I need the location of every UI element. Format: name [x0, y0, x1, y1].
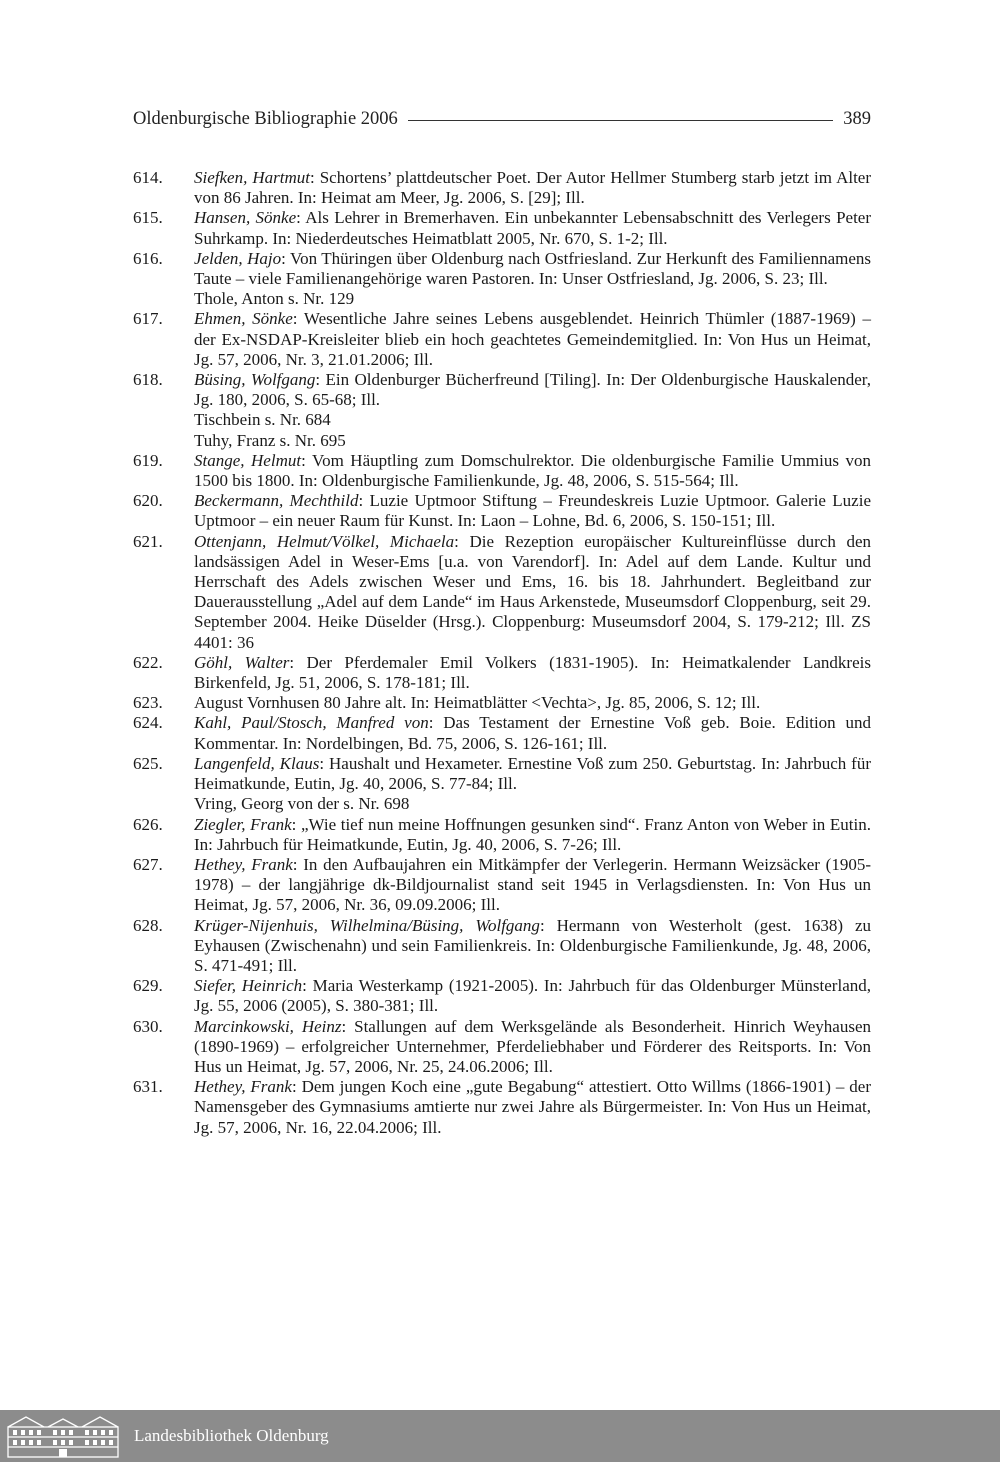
entry-number: 627. — [133, 854, 163, 874]
entry-number: 625. — [133, 753, 163, 773]
entry-body — [194, 855, 871, 916]
entry-text: : Das Testament der Ernestine Voß geb. Boie. Edition und Kommentar. In: Nordelbingen, Bd. 75, 2006, S. 126-161; Ill. — [194, 713, 871, 753]
entry-number: 629. — [133, 976, 163, 996]
bibliography-entry — [133, 491, 871, 531]
bibliography-entry — [133, 916, 871, 977]
entry-number: 623. — [133, 693, 163, 713]
entry-text: : Schortens’ plattdeutscher Poet. Der Autor Hellmer Stumberg starb jetzt im Alter von 86 Jahren. In: Heimat am Meer, Jg. 2006, S. [29]; Ill. — [194, 168, 871, 208]
entry-body — [194, 1077, 871, 1138]
entry-body — [194, 532, 871, 653]
bibliography-entry — [133, 168, 871, 208]
entry-author: Jelden, Hajo — [194, 248, 282, 268]
entry-author: Siefken, Hartmut — [194, 168, 310, 187]
entry-body — [194, 754, 871, 794]
entry-author: Krüger-Nijenhuis, Wilhelmina/Büsing, Wolfgang — [194, 915, 540, 935]
bibliography-list — [133, 168, 871, 1138]
library-building-icon — [4, 1413, 122, 1459]
entry-author: Marcinkowski, Heinz — [194, 1016, 342, 1036]
bibliography-entry — [133, 309, 871, 370]
entry-author: Siefer, Heinrich — [194, 976, 303, 996]
entry-body — [194, 815, 871, 855]
entry-body — [194, 1017, 871, 1078]
entry-author: Beckermann, Mechthild — [194, 491, 359, 511]
page-number: 389 — [843, 108, 871, 129]
entry-text: : Hermann von Westerholt (gest. 1638) zu Eyhausen (Zwischenahn) und sein Familienkreis. In: Oldenburgische Familienkunde, Jg. 48, 2006, S. 471-491; Ill. — [194, 915, 871, 975]
entry-body — [194, 451, 871, 491]
bibliography-entry — [133, 370, 871, 410]
entry-number: 614. — [133, 168, 163, 187]
bibliography-entry — [133, 976, 871, 1016]
entry-body — [194, 309, 871, 370]
entry-number: 624. — [133, 713, 163, 733]
header-rule — [408, 120, 833, 121]
entry-author: Ehmen, Sönke — [194, 309, 293, 329]
entry-number: 621. — [133, 531, 163, 551]
footer-bar — [0, 1410, 1000, 1462]
entry-author: Hethey, Frank — [194, 854, 293, 874]
entry-body — [194, 653, 871, 693]
cross-reference: Tuhy, Franz s. Nr. 695 — [194, 430, 346, 450]
entry-body — [194, 916, 871, 977]
entry-text: : „Wie tief nun meine Hoffnungen gesunken sind“. Franz Anton von Weber in Eutin. In: Jahrbuch für Heimatkunde, Eutin, Jg. 40, 2006, S. 7-26; Ill. — [194, 814, 871, 854]
header-title: Oldenburgische Bibliographie 2006 — [133, 108, 398, 129]
entry-text: : Wesentliche Jahre seines Lebens ausgeblendet. Heinrich Thümler (1887-1969) – der Ex-NSDAP-Kreisleiter blieb ein hoch geachtetes Gemeindemitglied. In: Von Hus un Heimat, Jg. 57, 2006, Nr. 3, 21.01.2006; Ill. — [194, 309, 871, 369]
entry-text: August Vornhusen 80 Jahre alt. In: Heimatblätter <Vechta>, Jg. 85, 2006, S. 12; Ill. — [194, 693, 761, 713]
bibliography-entry — [133, 693, 871, 713]
library-name: Landesbibliothek Oldenburg — [134, 1426, 329, 1445]
entry-number: 620. — [133, 491, 163, 511]
entry-body — [194, 168, 871, 208]
entry-body — [194, 713, 871, 753]
entry-number: 626. — [133, 814, 163, 834]
entry-author: Göhl, Walter — [194, 652, 290, 672]
entry-number: 628. — [133, 915, 163, 935]
entry-author: Langenfeld, Klaus — [194, 753, 320, 773]
entry-text: : Der Pferdemaler Emil Volkers (1831-1905). In: Heimatkalender Landkreis Birkenfeld, Jg. 51, 2006, S. 178-181; Ill. — [194, 652, 871, 693]
entry-text: : Die Rezeption europäischer Kultureinflüsse durch den landsässigen Adel in Weser-Ems [u.a. von Varendorf]. In: Adel auf dem Lande. Kultur und Herrschaft des Adels zwischen Weser und Ems, 16. bis 18. Jahrhundert. Begleitband zur Dauerausstellung „Adel auf dem Lande“ im Haus Arkenstede, Museumsdorf Cloppenburg, seit 29. September 2004. Heike Düselder (Hrsg.). Cloppenburg: Museumsdorf 2004, S. 179-212; Ill. ZS 4401: 36 — [194, 531, 871, 652]
bibliography-entry — [133, 815, 871, 855]
bibliography-entry — [133, 1077, 871, 1138]
bibliography-entry — [133, 653, 871, 693]
entry-number: 615. — [133, 208, 163, 228]
entry-number: 616. — [133, 248, 163, 268]
bibliography-entry — [133, 1017, 871, 1078]
entry-body — [194, 208, 871, 248]
entry-text: : Stallungen auf dem Werksgelände als Besonderheit. Hinrich Weyhausen (1890-1969) – erfolgreicher Unternehmer, Pferdeliebhaber und Förderer des Reitsports. In: Von Hus un Heimat, Jg. 57, 2006, Nr. 25, 24.06.2006; Ill. — [194, 1016, 871, 1076]
bibliography-entry — [133, 713, 871, 753]
cross-reference: Tischbein s. Nr. 684 — [194, 410, 331, 430]
entry-author: Kahl, Paul/Stosch, Manfred von — [194, 713, 429, 733]
entry-text: : Von Thüringen über Oldenburg nach Ostfriesland. Zur Herkunft des Familiennamens Taute – viele Familienangehörige waren Pastoren. In: Unser Ostfriesland, Jg. 2006, S. 23; Ill. — [194, 248, 871, 289]
entry-text: : Haushalt und Hexameter. Ernestine Voß zum 250. Geburtstag. In: Jahrbuch für Heimatkunde, Eutin, Jg. 40, 2006, S. 77-84; Ill. — [194, 753, 871, 794]
entry-body — [194, 249, 871, 289]
bibliography-entry — [133, 855, 871, 916]
entry-author: Hethey, Frank — [194, 1077, 292, 1097]
entry-number: 619. — [133, 450, 163, 470]
entry-number: 622. — [133, 652, 163, 672]
entry-number: 630. — [133, 1016, 163, 1036]
entry-text: : Ein Oldenburger Bücherfreund [Tiling]. In: Der Oldenburgische Hauskalender, Jg. 180, 2006, S. 65-68; Ill. — [194, 370, 871, 410]
cross-reference: Thole, Anton s. Nr. 129 — [194, 289, 355, 309]
bibliography-entry — [133, 208, 871, 248]
entry-text: : Als Lehrer in Bremerhaven. Ein unbekannter Lebensabschnitt des Verlegers Peter Suhrkamp. In: Niederdeutsches Heimatblatt 2005, Nr. 670, S. 1-2; Ill. — [194, 208, 871, 248]
entry-text: : Dem jungen Koch eine „gute Begabung“ attestiert. Otto Willms (1866-1901) – der Namensgeber des Gymnasiums amtierte nur zwei Jahre als Bürgermeister. In: Von Hus un Heimat, Jg. 57, 2006, Nr. 16, 22.04.2006; Ill. — [194, 1077, 871, 1137]
entry-body — [194, 693, 871, 713]
entry-author: Hansen, Sönke — [194, 208, 297, 228]
entry-author: Stange, Helmut — [194, 450, 302, 470]
entry-body — [194, 491, 871, 531]
bibliography-entry — [133, 754, 871, 794]
bibliography-entry — [133, 249, 871, 289]
bibliography-entry — [133, 532, 871, 653]
entry-author: Büsing, Wolfgang — [194, 370, 316, 390]
entry-number: 631. — [133, 1077, 163, 1097]
entry-number: 617. — [133, 309, 163, 329]
entry-text: : Maria Westerkamp (1921-2005). In: Jahrbuch für das Oldenburger Münsterland, Jg. 55, 2006 (2005), S. 380-381; Ill. — [194, 976, 871, 1016]
bibliography-entry — [133, 451, 871, 491]
entry-body — [194, 370, 871, 410]
entry-number: 618. — [133, 370, 163, 390]
entry-text: : Vom Häuptling zum Domschulrektor. Die oldenburgische Familie Ummius von 1500 bis 1800. In: Oldenburgische Familienkunde, Jg. 48, 2006, S. 515-564; Ill. — [194, 450, 871, 491]
entry-text: : Luzie Uptmoor Stiftung – Freundeskreis Luzie Uptmoor. Galerie Luzie Uptmoor – ein neuer Raum für Kunst. In: Laon – Lohne, Bd. 6, 2006, S. 150-151; Ill. — [194, 491, 871, 531]
entry-author: Ottenjann, Helmut/Völkel, Michaela — [194, 531, 455, 551]
entry-author: Ziegler, Frank — [194, 814, 292, 834]
entry-body — [194, 976, 871, 1016]
entry-text: : In den Aufbaujahren ein Mitkämpfer der Verlegerin. Hermann Weizsäcker (1905-1978) – der langjährige dk-Bildjournalist stand seit 1945 in Verlagsdiensten. In: Von Hus un Heimat, Jg. 57, 2006, Nr. 36, 09.09.2006; Ill. — [194, 854, 871, 915]
cross-reference: Vring, Georg von der s. Nr. 698 — [194, 794, 410, 814]
running-header — [133, 104, 871, 134]
